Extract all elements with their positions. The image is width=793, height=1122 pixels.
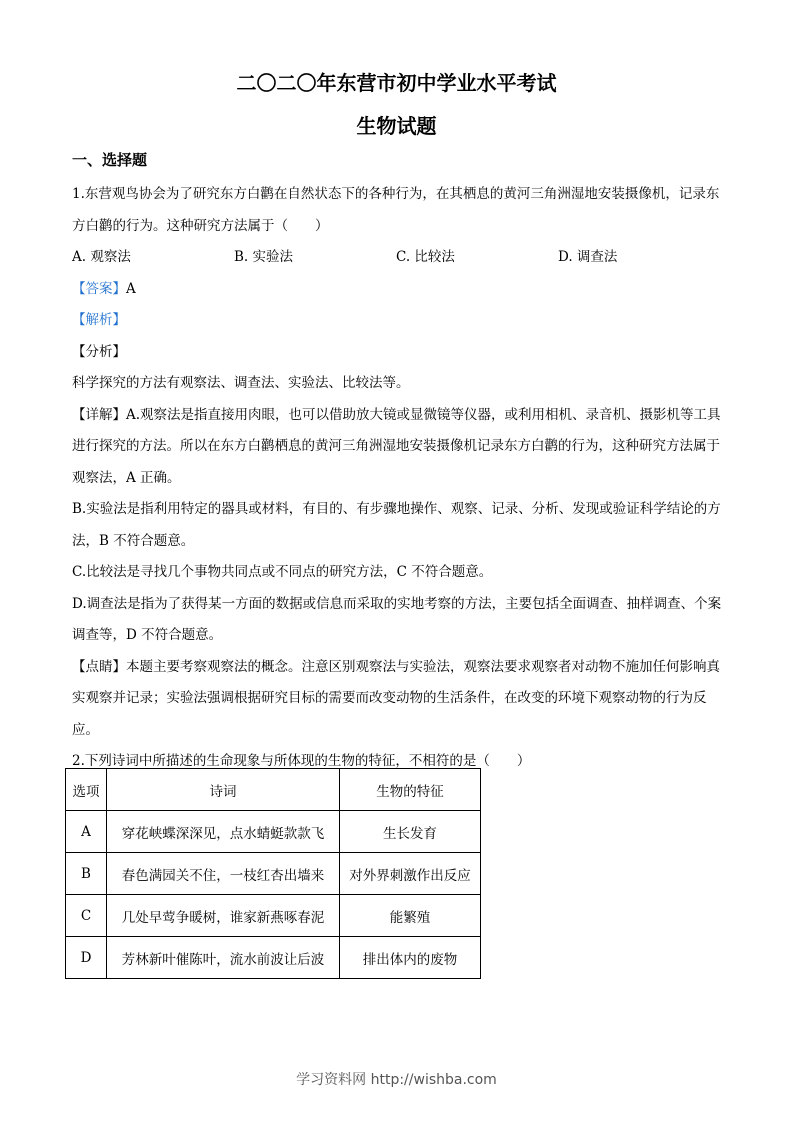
table-cell: D <box>66 937 107 979</box>
table-cell: 对外界刺激作出反应 <box>340 853 481 895</box>
exam-subtitle: 生物试题 <box>356 114 437 138</box>
q1-option-a: A. 观察法 <box>72 249 131 265</box>
fenxi-text: 科学探究的方法有观察法、调查法、实验法、比较法等。 <box>72 375 410 391</box>
q1-answer <box>72 274 722 306</box>
table-cell: 芳林新叶催陈叶，流水前波让后波 <box>107 937 340 979</box>
dianjing-text: 本题主要考察观察法的概念。注意区别观察法与实验法，观察法要求观察者对动物不施加任何影响真实观察并记录；实验法强调根据研究目标的需要而改变动物的生活条件，在改变的环境下观察动物的行为反应。 <box>72 658 720 738</box>
q1-option-b: B. 实验法 <box>234 249 294 265</box>
exam-title: 二〇二〇年东营市初中学业水平考试 <box>236 71 557 95</box>
table-cell: B <box>66 853 107 895</box>
q2-table <box>65 768 481 979</box>
table-row <box>66 811 481 853</box>
q1-option-c: C. 比较法 <box>396 249 455 265</box>
detail-d: D.调查法是指为了获得某一方面的数据或信息而采取的实地考察的方法，主要包括全面调查、抽样调查、个案调查等，D 不符合题意。 <box>72 595 722 643</box>
answer-value: A <box>126 280 136 297</box>
table-cell: C <box>66 895 107 937</box>
table-cell: 几处早莺争暖树，谁家新燕啄春泥 <box>107 895 340 937</box>
fenxi-tag: 【分析】 <box>72 343 126 360</box>
table-cell: 春色满园关不住，一枝红杏出墙来 <box>107 853 340 895</box>
table-header-row <box>66 769 481 811</box>
answer-tag: 【答案】 <box>72 280 126 297</box>
detail-c: C.比较法是寻找几个事物共同点或不同点的研究方法，C 不符合题意。 <box>72 564 493 580</box>
q2-stem: 2.下列诗词中所描述的生命现象与所体现的生物的特征，不相符的是（ ） <box>72 753 531 769</box>
table-row <box>66 895 481 937</box>
analysis-tag: 【解析】 <box>72 312 126 328</box>
q1-options <box>72 242 722 274</box>
table-cell: 排出体内的废物 <box>340 937 481 979</box>
table-cell: 生长发育 <box>340 811 481 853</box>
q1-stem: 1.东营观鸟协会为了研究东方白鹳在自然状态下的各种行为，在其栖息的黄河三角洲湿地安装摄像机，记录东方白鹳的行为。这种研究方法属于（ ） <box>72 186 720 234</box>
detail-a <box>72 400 722 495</box>
section-heading: 一、选择题 <box>72 151 148 169</box>
footer-watermark: 学习资料网 http://wishba.com <box>296 1072 497 1088</box>
table-row <box>66 853 481 895</box>
question-content <box>72 179 722 778</box>
detail-tag: 【详解】 <box>72 406 126 423</box>
table-header-cell: 选项 <box>66 769 107 811</box>
table-cell: 能繁殖 <box>340 895 481 937</box>
table-cell: 穿花峡蝶深深见，点水蜻蜓款款飞 <box>107 811 340 853</box>
detail-b: B.实验法是指利用特定的器具或材料，有目的、有步骤地操作、观察、记录、分析、发现或验证科学结论的方法，B 不符合题意。 <box>72 501 721 549</box>
dianjing <box>72 652 722 747</box>
dianjing-tag: 【点睛】 <box>72 658 126 675</box>
table-cell: A <box>66 811 107 853</box>
table-header-cell: 诗词 <box>107 769 340 811</box>
table-row <box>66 937 481 979</box>
q1-option-d: D. 调查法 <box>558 249 618 265</box>
detail-a-text: A.观察法是指直接用肉眼，也可以借助放大镜或显微镜等仪器，或利用相机、录音机、摄影机等工具进行探究的方法。所以在东方白鹳栖息的黄河三角洲湿地安装摄像机记录东方白鹳的行为，这种研究方法属于观察法，A 正确。 <box>72 406 721 486</box>
table-header-cell: 生物的特征 <box>340 769 481 811</box>
